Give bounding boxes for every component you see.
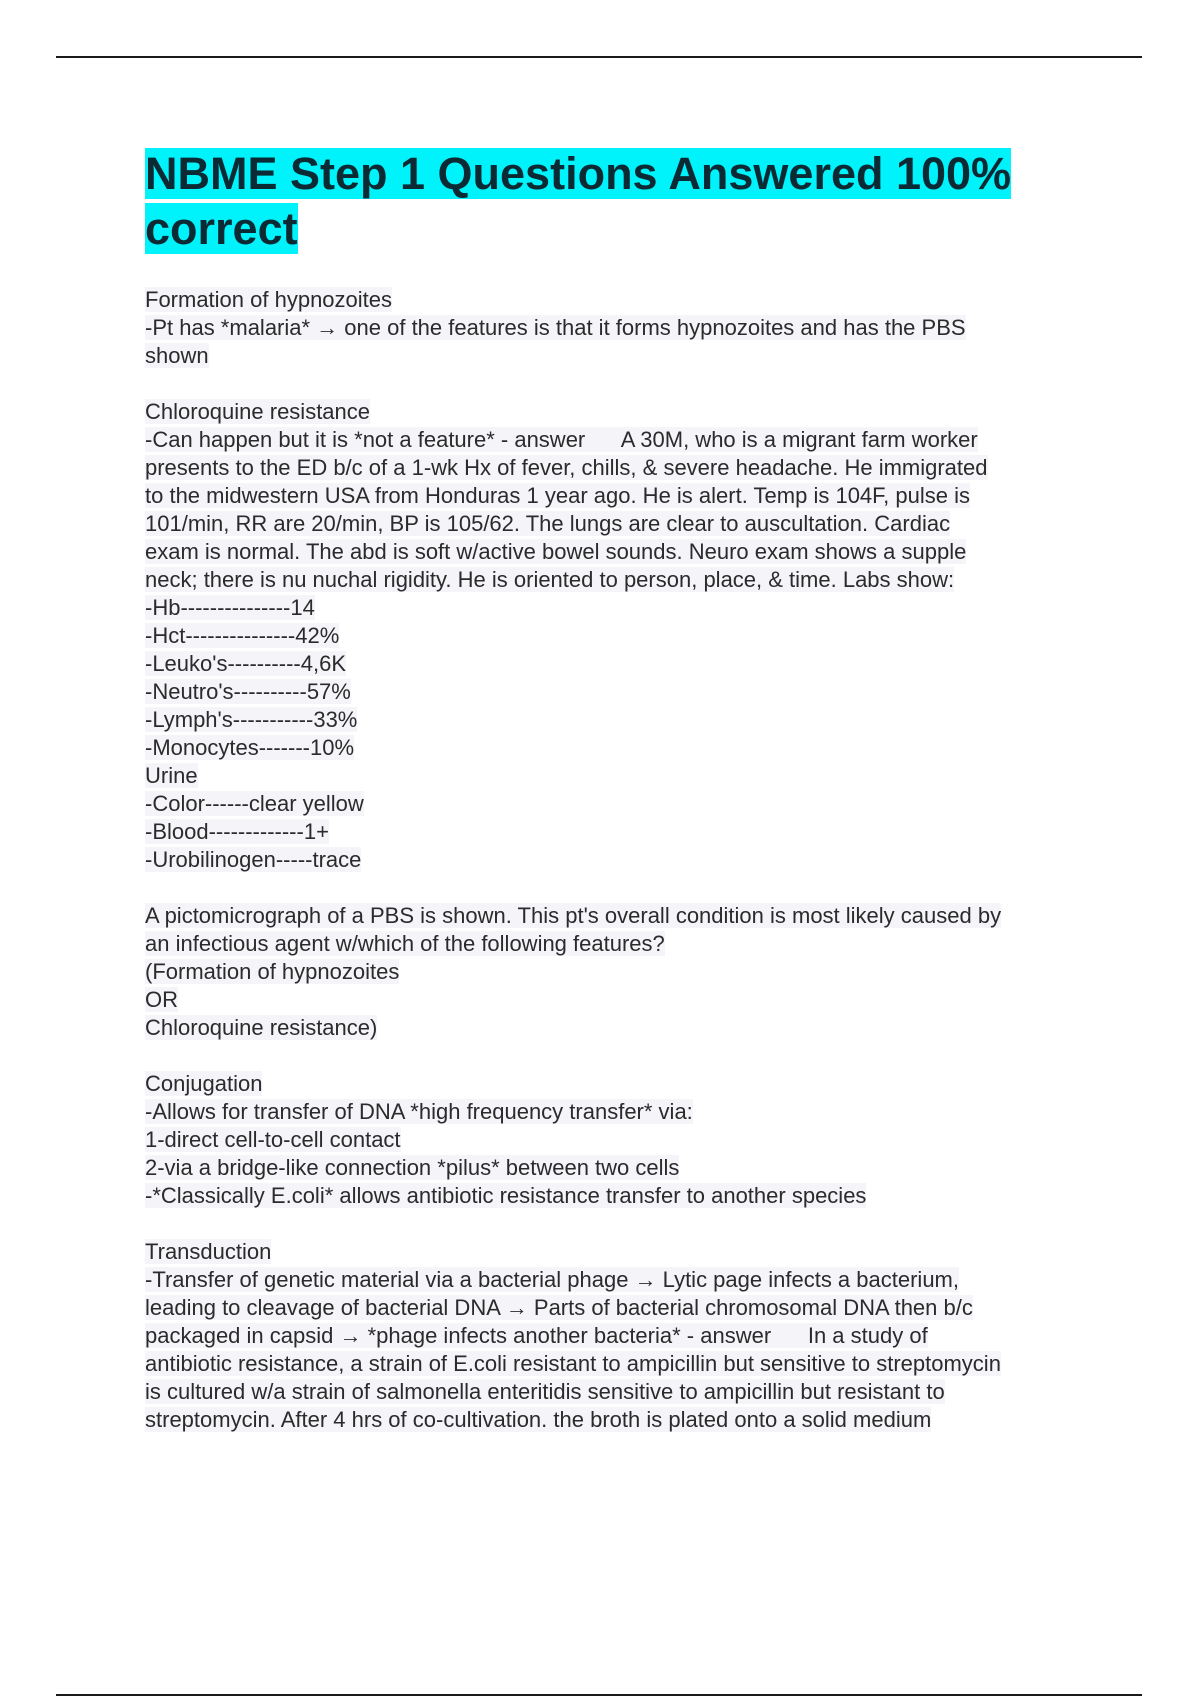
text-line-content: -Lymph's-----------33% (145, 707, 358, 732)
text-line-content: leading to cleavage of bacterial DNA → Parts of bacterial chromosomal DNA then b/c (145, 1295, 973, 1320)
text-line-content: Conjugation (145, 1071, 263, 1096)
text-line-content: Transduction (145, 1239, 272, 1264)
text-line (145, 930, 1090, 958)
text-line (145, 790, 1090, 818)
document-title (145, 146, 1090, 256)
text-line (145, 426, 1090, 454)
section-gap (145, 1042, 1090, 1070)
text-line (145, 734, 1090, 762)
text-line (145, 538, 1090, 566)
text-line-content: -Hct---------------42% (145, 623, 340, 648)
text-line-content: -Urobilinogen-----trace (145, 847, 362, 872)
text-line-content: -Blood-------------1+ (145, 819, 329, 844)
text-line-content: -Transfer of genetic material via a bacterial phage → Lytic page infects a bacterium, (145, 1267, 959, 1292)
text-line (145, 986, 1090, 1014)
text-line (145, 1182, 1090, 1210)
top-rule (56, 56, 1142, 58)
text-line-content: exam is normal. The abd is soft w/active bowel sounds. Neuro exam shows a supple (145, 539, 967, 564)
text-line (145, 1014, 1090, 1042)
text-line-content: -*Classically E.coli* allows antibiotic resistance transfer to another species (145, 1183, 867, 1208)
text-line (145, 1070, 1090, 1098)
text-line-content: antibiotic resistance, a strain of E.coli resistant to ampicillin but sensitive to streptomycin (145, 1351, 1001, 1376)
text-section (145, 286, 1090, 370)
document-sections (145, 286, 1090, 1434)
text-section (145, 398, 1090, 874)
text-line-content: Chloroquine resistance) (145, 1015, 378, 1040)
text-line-content: neck; there is nu nuchal rigidity. He is oriented to person, place, & time. Labs show: (145, 567, 955, 592)
text-line (145, 566, 1090, 594)
text-line-content: (Formation of hypnozoites (145, 959, 400, 984)
text-line-content: an infectious agent w/which of the following features? (145, 931, 665, 956)
text-line (145, 846, 1090, 874)
text-line (145, 1238, 1090, 1266)
text-line (145, 762, 1090, 790)
text-line (145, 706, 1090, 734)
text-section (145, 902, 1090, 1042)
text-line (145, 1154, 1090, 1182)
section-gap (145, 874, 1090, 902)
text-line (145, 286, 1090, 314)
section-gap (145, 370, 1090, 398)
text-line-content: -Allows for transfer of DNA *high frequency transfer* via: (145, 1099, 693, 1124)
text-line-content: A pictomicrograph of a PBS is shown. This pt's overall condition is most likely caused by (145, 903, 1002, 928)
text-line-content: -Leuko's----------4,6K (145, 651, 346, 676)
text-line (145, 1378, 1090, 1406)
text-line (145, 622, 1090, 650)
text-line-content: Urine (145, 763, 198, 788)
text-line-content: shown (145, 343, 209, 368)
text-line (145, 818, 1090, 846)
text-line-content: -Monocytes-------10% (145, 735, 355, 760)
text-line-content: -Pt has *malaria* → one of the features is that it forms hypnozoites and has the PBS (145, 315, 966, 340)
text-line (145, 510, 1090, 538)
text-line (145, 1126, 1090, 1154)
text-line-content: OR (145, 987, 178, 1012)
text-line-content: -Can happen but it is *not a feature* - answer A 30M, who is a migrant farm worker (145, 427, 978, 452)
text-line-content: 101/min, RR are 20/min, BP is 105/62. The lungs are clear to auscultation. Cardiac (145, 511, 951, 536)
text-line-content: Chloroquine resistance (145, 399, 371, 424)
text-line-content: Formation of hypnozoites (145, 287, 393, 312)
text-line (145, 1322, 1090, 1350)
text-line-content: -Hb---------------14 (145, 595, 315, 620)
section-gap (145, 1210, 1090, 1238)
text-line (145, 1098, 1090, 1126)
text-line (145, 398, 1090, 426)
text-line (145, 1266, 1090, 1294)
text-line (145, 594, 1090, 622)
text-line (145, 454, 1090, 482)
text-section (145, 1238, 1090, 1434)
text-section (145, 1070, 1090, 1210)
text-line-content: streptomycin. After 4 hrs of co-cultivation. the broth is plated onto a solid medium (145, 1407, 932, 1432)
bottom-rule (56, 1694, 1142, 1696)
text-line-content: is cultured w/a strain of salmonella enteritidis sensitive to ampicillin but resistant to (145, 1379, 945, 1404)
text-line-content: -Neutro's----------57% (145, 679, 351, 704)
text-line (145, 958, 1090, 986)
text-line (145, 902, 1090, 930)
text-line (145, 482, 1090, 510)
text-line (145, 342, 1090, 370)
title-line-1: NBME Step 1 Questions Answered 100% (145, 148, 1012, 199)
text-line (145, 650, 1090, 678)
text-line (145, 1350, 1090, 1378)
title-line-2: correct (145, 203, 298, 254)
text-line-content: packaged in capsid → *phage infects another bacteria* - answer In a study of (145, 1323, 928, 1348)
document-body (145, 146, 1090, 1434)
text-line (145, 1406, 1090, 1434)
text-line-content: -Color------clear yellow (145, 791, 364, 816)
text-line-content: presents to the ED b/c of a 1-wk Hx of fever, chills, & severe headache. He immigrated (145, 455, 988, 480)
text-line (145, 1294, 1090, 1322)
text-line-content: 2-via a bridge-like connection *pilus* between two cells (145, 1155, 680, 1180)
text-line (145, 314, 1090, 342)
text-line-content: 1-direct cell-to-cell contact (145, 1127, 401, 1152)
text-line-content: to the midwestern USA from Honduras 1 year ago. He is alert. Temp is 104F, pulse is (145, 483, 970, 508)
text-line (145, 678, 1090, 706)
